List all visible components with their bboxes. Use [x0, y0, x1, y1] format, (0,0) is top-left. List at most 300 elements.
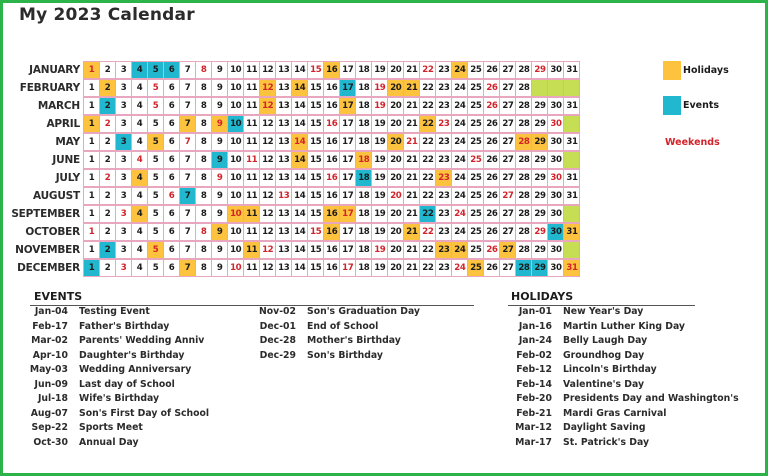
- day-cell: 8: [195, 223, 212, 241]
- day-cell: 25: [467, 79, 484, 97]
- day-cell: 13: [275, 187, 292, 205]
- holiday-day-cell: 1: [83, 115, 100, 133]
- day-cell: 4: [131, 97, 148, 115]
- day-cell: 18: [355, 79, 372, 97]
- event-day-cell: 9: [211, 151, 228, 169]
- day-cell: 18: [355, 133, 372, 151]
- event-day-cell: 5: [147, 61, 164, 79]
- day-cell: 26: [483, 97, 500, 115]
- list-item: [28, 392, 209, 407]
- event-day-cell: 22: [419, 205, 436, 223]
- day-cell: 12: [259, 187, 276, 205]
- day-cell: 30: [547, 115, 564, 133]
- day-cell: 13: [275, 241, 292, 259]
- list-item-date: Nov-02: [258, 306, 296, 317]
- holiday-day-cell: 28: [515, 133, 532, 151]
- list-item-date: Jun-09: [34, 378, 68, 390]
- event-day-cell: 2: [99, 97, 116, 115]
- invalid-day-cell: [563, 241, 580, 259]
- day-cell: 16: [323, 241, 340, 259]
- invalid-day-cell: [563, 205, 580, 223]
- invalid-day-cell: [563, 151, 580, 169]
- day-cell: 31: [563, 169, 580, 187]
- month-row-march: [83, 97, 579, 115]
- event-day-cell: 7: [179, 187, 196, 205]
- day-cell: 12: [259, 151, 276, 169]
- day-cell: 11: [243, 79, 260, 97]
- holidays-heading: HOLIDAYS: [511, 290, 574, 303]
- holiday-day-cell: 16: [323, 223, 340, 241]
- holiday-day-cell: 14: [291, 79, 308, 97]
- list-item-name: Lincoln's Birthday: [563, 364, 657, 375]
- month-row-july: [83, 169, 579, 187]
- list-item: [508, 363, 739, 378]
- day-cell: 22: [419, 241, 436, 259]
- day-cell: 5: [147, 187, 164, 205]
- list-item: [28, 378, 209, 393]
- day-cell: 13: [275, 61, 292, 79]
- day-cell: 20: [387, 223, 404, 241]
- month-label-october: OCTOBER: [25, 226, 80, 238]
- day-cell: 14: [291, 205, 308, 223]
- day-cell: 6: [163, 223, 180, 241]
- list-item: [508, 407, 739, 422]
- day-cell: 30: [547, 241, 564, 259]
- day-cell: 13: [275, 97, 292, 115]
- day-cell: 23: [435, 205, 452, 223]
- legend-weekends-label: Weekends: [665, 137, 720, 148]
- day-cell: 22: [419, 151, 436, 169]
- list-item: [508, 392, 739, 407]
- day-cell: 26: [483, 169, 500, 187]
- day-cell: 27: [499, 79, 516, 97]
- month-label-december: DECEMBER: [17, 262, 80, 274]
- holiday-day-cell: 2: [99, 79, 116, 97]
- list-item-date: Sep-22: [31, 422, 68, 433]
- day-cell: 7: [179, 97, 196, 115]
- day-cell: 27: [499, 223, 516, 241]
- day-cell: 7: [179, 133, 196, 151]
- calendar-grid: [83, 61, 579, 277]
- list-item-date: Feb-17: [32, 320, 68, 332]
- list-item-date: Jul-18: [37, 393, 68, 404]
- day-cell: 27: [499, 151, 516, 169]
- day-cell: 17: [339, 115, 356, 133]
- holiday-day-cell: 25: [467, 259, 484, 277]
- day-cell: 8: [195, 241, 212, 259]
- day-cell: 15: [307, 169, 324, 187]
- day-cell: 18: [355, 61, 372, 79]
- day-cell: 7: [179, 79, 196, 97]
- day-cell: 20: [387, 61, 404, 79]
- legend-events-label: Events: [683, 100, 720, 111]
- day-cell: 21: [403, 97, 420, 115]
- day-cell: 15: [307, 223, 324, 241]
- day-cell: 22: [419, 97, 436, 115]
- month-row-august: [83, 187, 579, 205]
- list-item-name: St. Patrick's Day: [563, 436, 650, 448]
- day-cell: 1: [83, 151, 100, 169]
- day-cell: 5: [147, 151, 164, 169]
- day-cell: 6: [163, 79, 180, 97]
- day-cell: 31: [563, 97, 580, 115]
- day-cell: 7: [179, 223, 196, 241]
- event-day-cell: 17: [339, 79, 356, 97]
- day-cell: 15: [307, 61, 324, 79]
- day-cell: 14: [291, 169, 308, 187]
- holiday-day-cell: 1: [83, 61, 100, 79]
- day-cell: 1: [83, 97, 100, 115]
- day-cell: 9: [211, 241, 228, 259]
- day-cell: 30: [547, 133, 564, 151]
- day-cell: 14: [291, 115, 308, 133]
- list-item: [508, 378, 739, 393]
- list-item-name: Annual Day: [79, 436, 139, 448]
- day-cell: 17: [339, 151, 356, 169]
- day-cell: 23: [435, 61, 452, 79]
- day-cell: 9: [211, 205, 228, 223]
- day-cell: 29: [531, 115, 548, 133]
- list-item-date: Mar-02: [31, 335, 68, 346]
- day-cell: 14: [291, 259, 308, 277]
- event-day-cell: 29: [531, 259, 548, 277]
- month-row-february: [83, 79, 579, 97]
- day-cell: 3: [115, 151, 132, 169]
- holiday-day-cell: 22: [419, 115, 436, 133]
- list-item-date: Dec-29: [259, 349, 296, 361]
- day-cell: 12: [259, 115, 276, 133]
- list-item-name: New Year's Day: [563, 306, 644, 317]
- day-cell: 10: [227, 133, 244, 151]
- day-cell: 27: [499, 169, 516, 187]
- event-day-cell: 6: [163, 61, 180, 79]
- day-cell: 24: [451, 169, 468, 187]
- list-item-name: Last day of School: [79, 378, 175, 390]
- day-cell: 17: [339, 223, 356, 241]
- day-cell: 28: [515, 187, 532, 205]
- day-cell: 3: [115, 115, 132, 133]
- holiday-swatch-icon: [663, 61, 681, 80]
- day-cell: 1: [83, 169, 100, 187]
- list-item-name: Son's First Day of School: [79, 407, 210, 419]
- list-item-name: Martin Luther King Day: [563, 320, 685, 332]
- day-cell: 30: [547, 61, 564, 79]
- day-cell: 21: [403, 151, 420, 169]
- day-cell: 26: [483, 223, 500, 241]
- day-cell: 25: [467, 223, 484, 241]
- day-cell: 23: [435, 223, 452, 241]
- day-cell: 8: [195, 205, 212, 223]
- list-item-name: Testing Event: [79, 306, 150, 317]
- holiday-day-cell: 24: [451, 241, 468, 259]
- day-cell: 19: [371, 79, 388, 97]
- day-cell: 12: [259, 133, 276, 151]
- day-cell: 6: [163, 97, 180, 115]
- day-cell: 27: [499, 97, 516, 115]
- day-cell: 3: [115, 259, 132, 277]
- day-cell: 12: [259, 61, 276, 79]
- day-cell: 6: [163, 133, 180, 151]
- day-cell: 13: [275, 169, 292, 187]
- list-item-name: Parents' Wedding Anniv: [79, 335, 205, 346]
- day-cell: 22: [419, 79, 436, 97]
- day-cell: 29: [531, 223, 548, 241]
- day-cell: 29: [531, 241, 548, 259]
- event-day-cell: 30: [547, 223, 564, 241]
- holiday-day-cell: 11: [243, 205, 260, 223]
- day-cell: 12: [259, 205, 276, 223]
- day-cell: 19: [371, 133, 388, 151]
- list-item-name: Mardi Gras Carnival: [563, 407, 667, 419]
- day-cell: 30: [547, 169, 564, 187]
- day-cell: 15: [307, 241, 324, 259]
- list-item-date: Jan-01: [518, 306, 552, 317]
- day-cell: 14: [291, 187, 308, 205]
- day-cell: 28: [515, 97, 532, 115]
- month-label-september: SEPTEMBER: [11, 208, 80, 220]
- day-cell: 14: [291, 97, 308, 115]
- list-item-name: Mother's Birthday: [307, 335, 401, 346]
- day-cell: 13: [275, 115, 292, 133]
- day-cell: 25: [467, 97, 484, 115]
- month-label-april: APRIL: [46, 118, 80, 130]
- day-cell: 26: [483, 259, 500, 277]
- day-cell: 2: [99, 133, 116, 151]
- list-item-date: Jan-24: [518, 335, 552, 346]
- holiday-day-cell: 4: [131, 169, 148, 187]
- month-label-august: AUGUST: [33, 190, 80, 202]
- day-cell: 4: [131, 259, 148, 277]
- day-cell: 11: [243, 187, 260, 205]
- holidays-list: [508, 305, 739, 450]
- day-cell: 28: [515, 205, 532, 223]
- list-item: [28, 334, 209, 349]
- day-cell: 9: [211, 79, 228, 97]
- day-cell: 11: [243, 151, 260, 169]
- list-item: [257, 334, 420, 349]
- day-cell: 28: [515, 79, 532, 97]
- day-cell: 3: [115, 79, 132, 97]
- holiday-day-cell: 31: [563, 259, 580, 277]
- day-cell: 5: [147, 205, 164, 223]
- holiday-day-cell: 12: [259, 79, 276, 97]
- day-cell: 1: [83, 133, 100, 151]
- holiday-day-cell: 17: [339, 97, 356, 115]
- events-list-column-2: [257, 305, 420, 363]
- list-item: [508, 320, 739, 335]
- day-cell: 21: [403, 241, 420, 259]
- day-cell: 19: [371, 241, 388, 259]
- month-row-january: [83, 61, 579, 79]
- day-cell: 19: [371, 97, 388, 115]
- day-cell: 8: [195, 97, 212, 115]
- list-item-date: Mar-17: [515, 436, 552, 448]
- day-cell: 8: [195, 169, 212, 187]
- day-cell: 27: [499, 259, 516, 277]
- month-label-may: MAY: [55, 136, 80, 148]
- day-cell: 8: [195, 133, 212, 151]
- day-cell: 28: [515, 223, 532, 241]
- day-cell: 4: [131, 223, 148, 241]
- day-cell: 11: [243, 169, 260, 187]
- list-item-date: Feb-12: [516, 364, 552, 375]
- month-row-december: [83, 259, 579, 277]
- holiday-day-cell: 4: [131, 205, 148, 223]
- day-cell: 5: [147, 259, 164, 277]
- events-heading: EVENTS: [34, 290, 83, 303]
- day-cell: 7: [179, 151, 196, 169]
- day-cell: 18: [355, 115, 372, 133]
- day-cell: 9: [211, 259, 228, 277]
- list-item-date: Oct-30: [33, 436, 68, 448]
- holiday-day-cell: 23: [435, 241, 452, 259]
- day-cell: 24: [451, 115, 468, 133]
- month-row-april: [83, 115, 579, 133]
- day-cell: 18: [355, 97, 372, 115]
- holiday-day-cell: 11: [243, 241, 260, 259]
- holiday-day-cell: 31: [563, 223, 580, 241]
- event-day-cell: 1: [83, 259, 100, 277]
- day-cell: 30: [547, 259, 564, 277]
- day-cell: 18: [355, 223, 372, 241]
- day-cell: 17: [339, 187, 356, 205]
- day-cell: 23: [435, 259, 452, 277]
- list-item-date: Apr-10: [32, 349, 68, 361]
- day-cell: 2: [99, 223, 116, 241]
- event-day-cell: 28: [515, 259, 532, 277]
- day-cell: 23: [435, 79, 452, 97]
- day-cell: 25: [467, 241, 484, 259]
- day-cell: 16: [323, 79, 340, 97]
- list-item-date: Dec-28: [259, 335, 296, 346]
- list-item-date: Feb-14: [516, 378, 552, 390]
- day-cell: 15: [307, 115, 324, 133]
- day-cell: 21: [403, 259, 420, 277]
- day-cell: 17: [339, 241, 356, 259]
- day-cell: 17: [339, 61, 356, 79]
- day-cell: 12: [259, 241, 276, 259]
- day-cell: 3: [115, 241, 132, 259]
- day-cell: 18: [355, 205, 372, 223]
- list-item: [257, 305, 420, 320]
- list-item-name: Presidents Day and Washington's: [563, 393, 739, 404]
- day-cell: 26: [483, 79, 500, 97]
- list-item-date: Dec-01: [259, 320, 296, 332]
- day-cell: 19: [371, 115, 388, 133]
- day-cell: 20: [387, 97, 404, 115]
- holiday-day-cell: 20: [387, 79, 404, 97]
- month-labels: [0, 61, 82, 277]
- day-cell: 3: [115, 97, 132, 115]
- day-cell: 16: [323, 169, 340, 187]
- month-row-september: [83, 205, 579, 223]
- day-cell: 8: [195, 259, 212, 277]
- day-cell: 21: [403, 133, 420, 151]
- legend-events: [663, 96, 719, 115]
- list-item: [28, 407, 209, 422]
- day-cell: 27: [499, 133, 516, 151]
- day-cell: 24: [451, 97, 468, 115]
- day-cell: 26: [483, 241, 500, 259]
- day-cell: 3: [115, 205, 132, 223]
- list-item: [508, 349, 739, 364]
- day-cell: 16: [323, 259, 340, 277]
- day-cell: 19: [371, 259, 388, 277]
- list-item-name: Son's Birthday: [307, 349, 383, 361]
- list-item-date: Jan-16: [518, 320, 552, 332]
- day-cell: 18: [355, 187, 372, 205]
- day-cell: 10: [227, 169, 244, 187]
- day-cell: 10: [227, 187, 244, 205]
- day-cell: 8: [195, 151, 212, 169]
- day-cell: 2: [99, 259, 116, 277]
- day-cell: 29: [531, 97, 548, 115]
- holiday-day-cell: 16: [323, 61, 340, 79]
- month-row-june: [83, 151, 579, 169]
- day-cell: 21: [403, 169, 420, 187]
- day-cell: 6: [163, 187, 180, 205]
- day-cell: 22: [419, 133, 436, 151]
- day-cell: 10: [227, 241, 244, 259]
- list-item-name: Wedding Anniversary: [79, 364, 192, 375]
- day-cell: 25: [467, 205, 484, 223]
- day-cell: 18: [355, 259, 372, 277]
- day-cell: 15: [307, 205, 324, 223]
- holiday-day-cell: 7: [179, 115, 196, 133]
- holiday-day-cell: 9: [211, 115, 228, 133]
- month-row-october: [83, 223, 579, 241]
- day-cell: 3: [115, 187, 132, 205]
- holiday-day-cell: 14: [291, 151, 308, 169]
- holiday-day-cell: 5: [147, 133, 164, 151]
- holiday-day-cell: 24: [451, 61, 468, 79]
- day-cell: 8: [195, 61, 212, 79]
- day-cell: 20: [387, 205, 404, 223]
- day-cell: 13: [275, 151, 292, 169]
- day-cell: 7: [179, 241, 196, 259]
- day-cell: 24: [451, 79, 468, 97]
- day-cell: 5: [147, 97, 164, 115]
- day-cell: 17: [339, 259, 356, 277]
- day-cell: 25: [467, 187, 484, 205]
- day-cell: 8: [195, 115, 212, 133]
- day-cell: 16: [323, 115, 340, 133]
- day-cell: 3: [115, 169, 132, 187]
- list-item-name: Belly Laugh Day: [563, 335, 648, 346]
- holiday-day-cell: 21: [403, 79, 420, 97]
- month-label-june: JUNE: [52, 154, 80, 166]
- list-item: [508, 334, 739, 349]
- day-cell: 28: [515, 151, 532, 169]
- list-item-name: Son's Graduation Day: [307, 306, 420, 317]
- day-cell: 11: [243, 61, 260, 79]
- list-item-date: May-03: [29, 364, 68, 375]
- list-item: [508, 305, 739, 320]
- day-cell: 23: [435, 133, 452, 151]
- day-cell: 4: [131, 115, 148, 133]
- day-cell: 21: [403, 61, 420, 79]
- list-item-name: Father's Birthday: [79, 320, 170, 332]
- day-cell: 20: [387, 115, 404, 133]
- day-cell: 11: [243, 223, 260, 241]
- event-day-cell: 4: [131, 61, 148, 79]
- day-cell: 1: [83, 205, 100, 223]
- day-cell: 10: [227, 259, 244, 277]
- day-cell: 4: [131, 151, 148, 169]
- day-cell: 10: [227, 223, 244, 241]
- day-cell: 26: [483, 133, 500, 151]
- list-item-date: Feb-02: [516, 349, 552, 361]
